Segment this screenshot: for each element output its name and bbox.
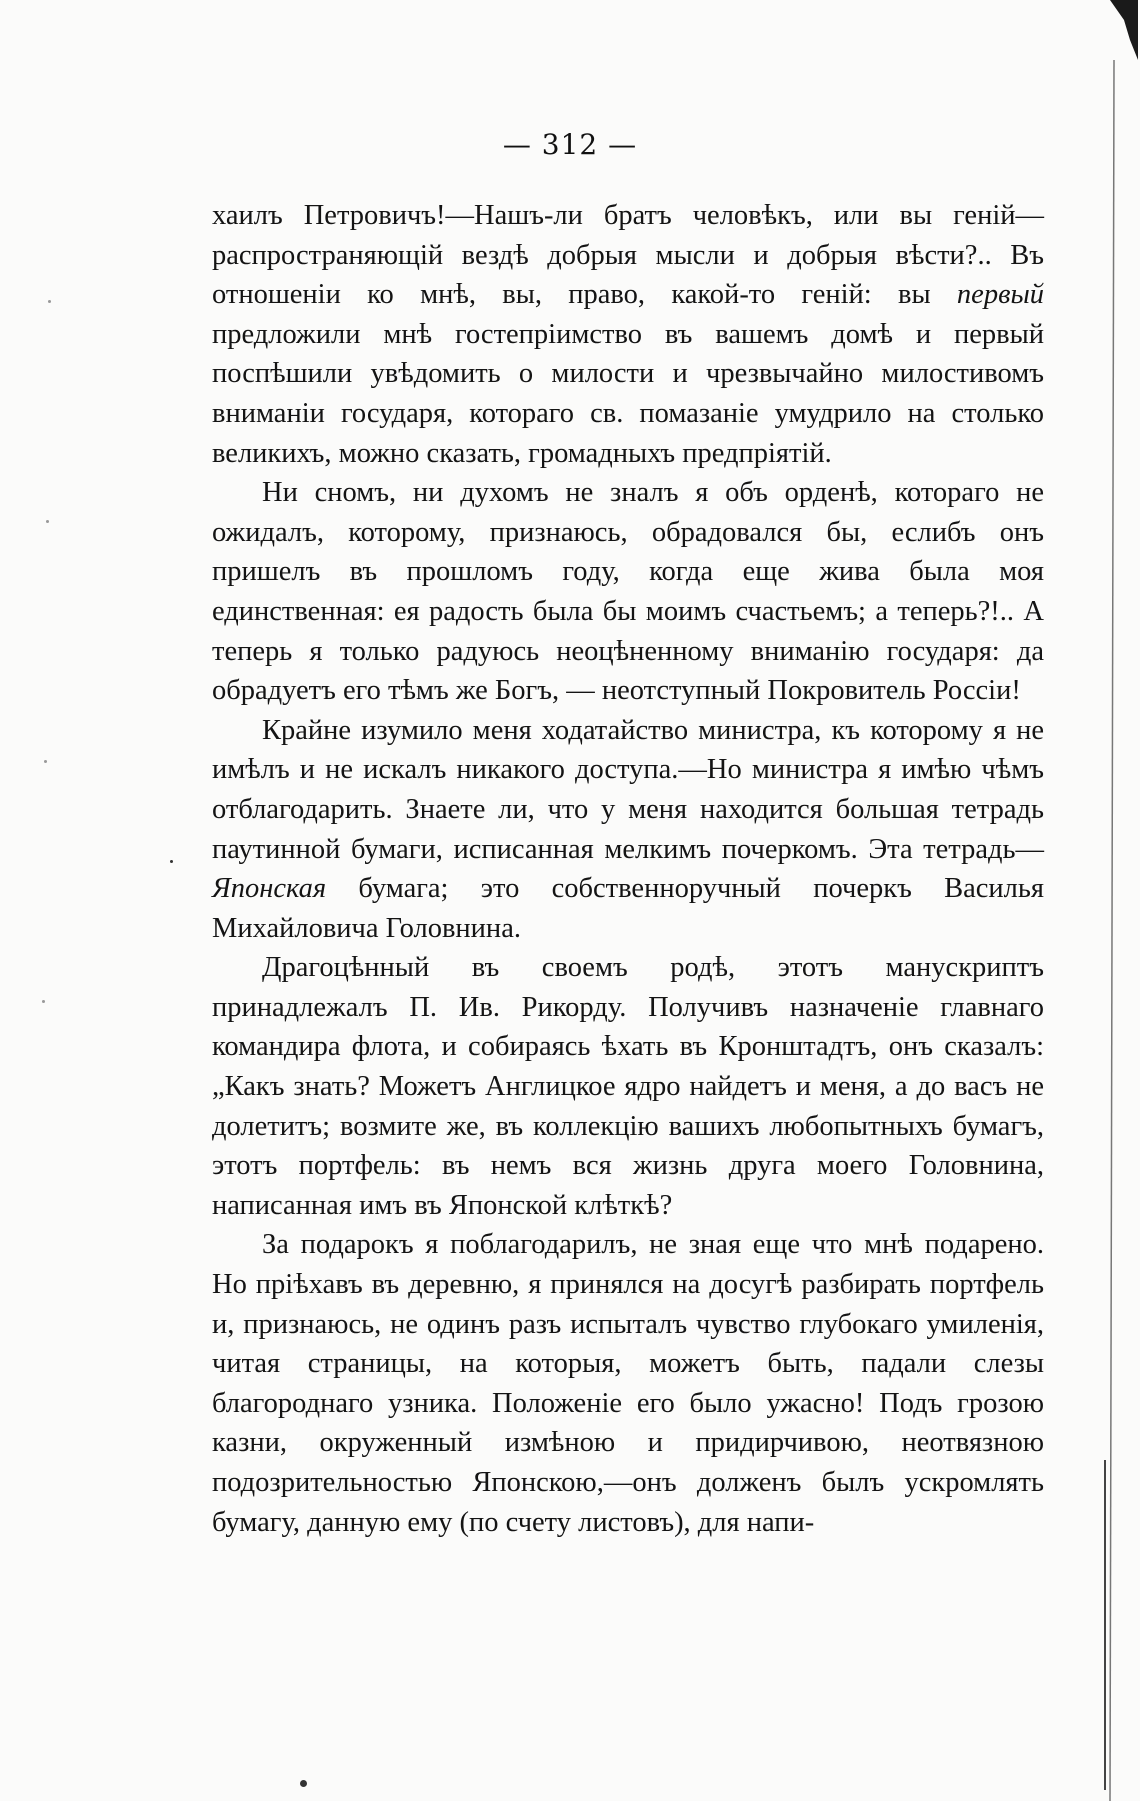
page-number: — 312 — xyxy=(502,128,638,161)
scan-speck xyxy=(300,1780,307,1787)
scan-speck xyxy=(44,760,47,763)
scan-speck xyxy=(48,300,51,303)
scan-speck xyxy=(170,860,173,863)
paragraph-text: предложили мнѣ гостепріимство въ вашемъ домѣ и первый поспѣшили увѣдомить о милости и чрезвычайно милостивомъ вниманіи государя, котораго св. помазаніе умудрило на столько великихъ, можно сказать, громадныхъ предпріятій. xyxy=(212,318,1044,469)
paragraph-text: Ни сномъ, ни духомъ не зналъ я объ орденѣ, котораго не ожидалъ, которому, признаюсь, обрадовался бы, еслибъ онъ пришелъ въ прошломъ году, когда еще жива была моя единственная: ея радость была бы моимъ счастьемъ; а теперь?!.. А теперь я только радуюсь неоцѣненному вниманію государя: да обрадуетъ его тѣмъ же Богъ, — неотступный Покровитель Россіи! xyxy=(212,477,1044,707)
emphasis-text: первый xyxy=(956,279,1044,311)
paragraph xyxy=(212,473,1044,711)
paragraph xyxy=(212,711,1044,949)
paragraph-text: За подарокъ я поблагодарилъ, не зная еще что мнѣ подарено. Но пріѣхавъ въ деревню, я принялся на досугѣ разбирать портфель и, признаюсь, не одинъ разъ испыталъ чувство глубокаго умиленія, читая страницы, на которыя, можетъ быть, падали слезы благороднаго узника. Положеніе его было ужасно! Подъ грозою казни, окруженный измѣною и придирчивою, неотвязною подозрительностью Японскою,—онъ долженъ былъ ускромлять бумагу, данную ему (по счету листовъ), для напи- xyxy=(212,1229,1044,1538)
page-edge-bottom-right xyxy=(1095,1460,1115,1790)
page-body xyxy=(212,196,1044,1542)
emphasis-text: Японская xyxy=(212,873,327,905)
scan-speck xyxy=(42,1000,45,1003)
scan-speck xyxy=(46,520,49,523)
paragraph xyxy=(212,196,1044,473)
paragraph-text: бумага; это собственноручный почеркъ Василья Михайловича Головнина. xyxy=(212,873,1044,944)
paragraph-text: Крайне изумило меня ходатайство министра, къ которому я не имѣлъ и не искалъ никакого доступа.—Но министра я имѣю чѣмъ отблагодарить. Знаете ли, что у меня находится большая тетрадь паутинной бумаги, исписанная мелкимъ почеркомъ. Эта тетрадь— xyxy=(212,714,1044,865)
paragraph-text: Драгоцѣнный въ своемъ родѣ, этотъ манускриптъ принадлежалъ П. Ив. Рикорду. Получивъ назначеніе главнаго командира флота, и собираясь ѣхать въ Кронштадтъ, онъ сказалъ: „Какъ знать? Можетъ Англицкое ядро найдетъ и меня, а до васъ не долетитъ; возмите же, въ коллекцію вашихъ любопытныхъ бумагъ, этотъ портфель: въ немъ вся жизнь друга моего Головнина, написанная имъ въ Японской клѣткѣ? xyxy=(212,952,1044,1221)
paragraph-text: хаилъ Петровичъ!—Нашъ-ли братъ человѣкъ, или вы геній— распространяющій вездѣ добрыя мысли и добрыя вѣсти?.. Въ отношеніи ко мнѣ, вы, право, какой-то геній: вы xyxy=(212,200,1044,311)
paragraph xyxy=(212,948,1044,1225)
paragraph xyxy=(212,1225,1044,1542)
